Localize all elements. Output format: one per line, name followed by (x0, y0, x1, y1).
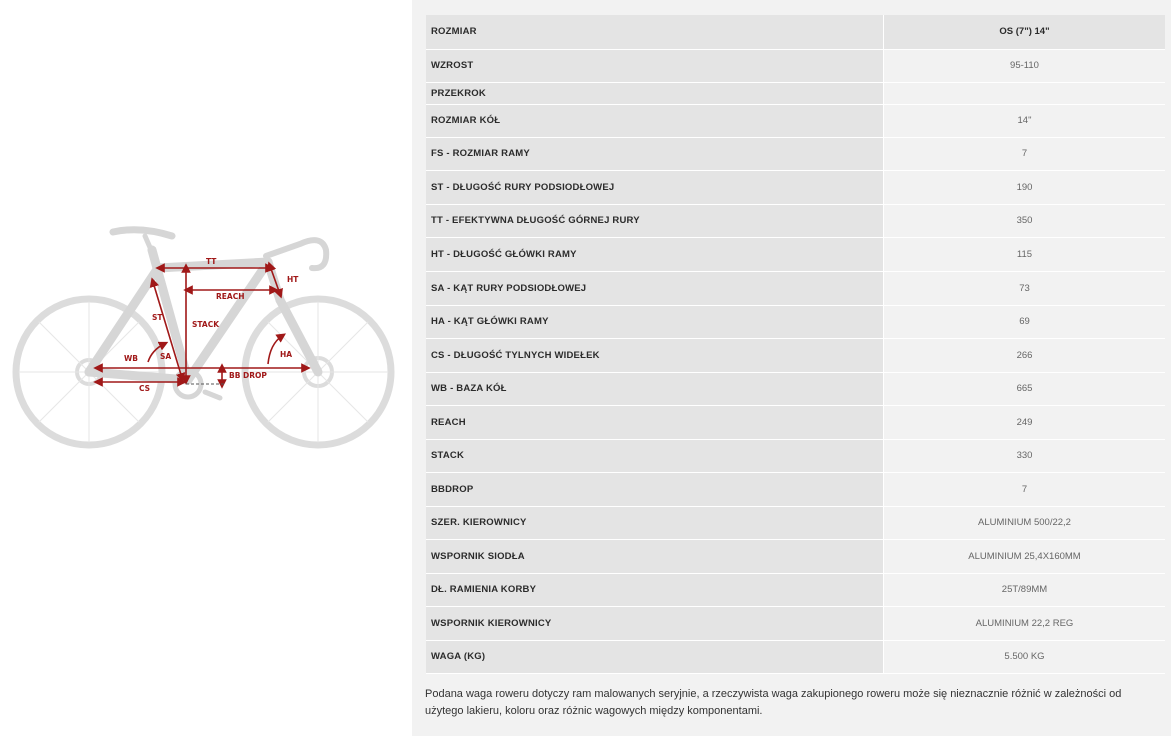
row-label: FS - ROZMIAR RAMY (426, 137, 884, 170)
table-row (426, 573, 1165, 606)
table-row (426, 439, 1165, 472)
wb-label: WB (124, 354, 138, 363)
ha-label: HA (280, 350, 293, 359)
row-value: ALUMINIUM 500/22,2 (884, 506, 1166, 539)
table-row (426, 137, 1165, 170)
weight-disclaimer: Podana waga roweru dotyczy ram malowanych seryjnie, a rzeczywista waga zakupionego roweru może się nieznacznie różnić w zależności od użytego lakieru, koloru oraz różnic wagowych między komponentami. (425, 688, 1122, 717)
row-label: TT - EFEKTYWNA DŁUGOŚĆ GÓRNEJ RURY (426, 204, 884, 237)
table-row (426, 338, 1165, 372)
table-header-row (426, 15, 1165, 49)
table-row (426, 606, 1165, 640)
geometry-table (426, 15, 1165, 674)
table-row (426, 305, 1165, 338)
table-row (426, 82, 1165, 104)
row-value: ALUMINIUM 25,4X160MM (884, 539, 1166, 573)
row-value: 249 (884, 405, 1166, 439)
row-value: 350 (884, 204, 1166, 237)
row-label: CS - DŁUGOŚĆ TYLNYCH WIDEŁEK (426, 338, 884, 372)
row-value: 266 (884, 338, 1166, 372)
cs-label: CS (139, 384, 151, 393)
row-value: 73 (884, 271, 1166, 305)
header-label: ROZMIAR (426, 15, 884, 49)
row-label: BBDROP (426, 472, 884, 506)
row-value: 95-110 (884, 49, 1166, 82)
sa-label: SA (160, 352, 172, 361)
row-label: HT - DŁUGOŚĆ GŁÓWKI RAMY (426, 237, 884, 271)
row-value: 665 (884, 372, 1166, 405)
ht-label: HT (287, 275, 299, 284)
row-label: ST - DŁUGOŚĆ RURY PODSIODŁOWEJ (426, 170, 884, 204)
bike-geometry-panel (0, 0, 412, 736)
row-label: WB - BAZA KÓŁ (426, 372, 884, 405)
row-label: PRZEKROK (426, 82, 884, 104)
row-value: 5.500 KG (884, 640, 1166, 673)
row-label: WSPORNIK KIEROWNICY (426, 606, 884, 640)
table-row (426, 472, 1165, 506)
reach-label: REACH (216, 292, 245, 301)
row-value: 115 (884, 237, 1166, 271)
header-size: OS (7") 14" (884, 15, 1166, 49)
row-value: 7 (884, 137, 1166, 170)
row-label: REACH (426, 405, 884, 439)
row-value: ALUMINIUM 22,2 REG (884, 606, 1166, 640)
row-value: 25T/89MM (884, 573, 1166, 606)
st-label: ST (152, 313, 163, 322)
bike-silhouette (16, 230, 391, 445)
table-row (426, 237, 1165, 271)
table-row (426, 372, 1165, 405)
row-value: 190 (884, 170, 1166, 204)
row-label: WZROST (426, 49, 884, 82)
table-row (426, 405, 1165, 439)
row-value: 69 (884, 305, 1166, 338)
row-value: 330 (884, 439, 1166, 472)
table-row (426, 49, 1165, 82)
row-label: WSPORNIK SIODŁA (426, 539, 884, 573)
table-row (426, 104, 1165, 137)
row-label: SA - KĄT RURY PODSIODŁOWEJ (426, 271, 884, 305)
row-label: DŁ. RAMIENIA KORBY (426, 573, 884, 606)
table-row (426, 271, 1165, 305)
row-label: HA - KĄT GŁÓWKI RAMY (426, 305, 884, 338)
row-value (884, 82, 1166, 104)
row-value: 14" (884, 104, 1166, 137)
stack-label: STACK (192, 320, 220, 329)
table-row (426, 170, 1165, 204)
table-row (426, 640, 1165, 673)
tt-label: TT (206, 257, 217, 266)
geometry-spec-panel (412, 0, 1171, 736)
row-label: WAGA (KG) (426, 640, 884, 673)
bb-drop-label: BB DROP (229, 371, 267, 380)
row-label: STACK (426, 439, 884, 472)
table-row (426, 506, 1165, 539)
table-row (426, 204, 1165, 237)
row-label: ROZMIAR KÓŁ (426, 104, 884, 137)
row-label: SZER. KIEROWNICY (426, 506, 884, 539)
bike-geometry-diagram (0, 0, 412, 736)
table-row (426, 539, 1165, 573)
row-value: 7 (884, 472, 1166, 506)
